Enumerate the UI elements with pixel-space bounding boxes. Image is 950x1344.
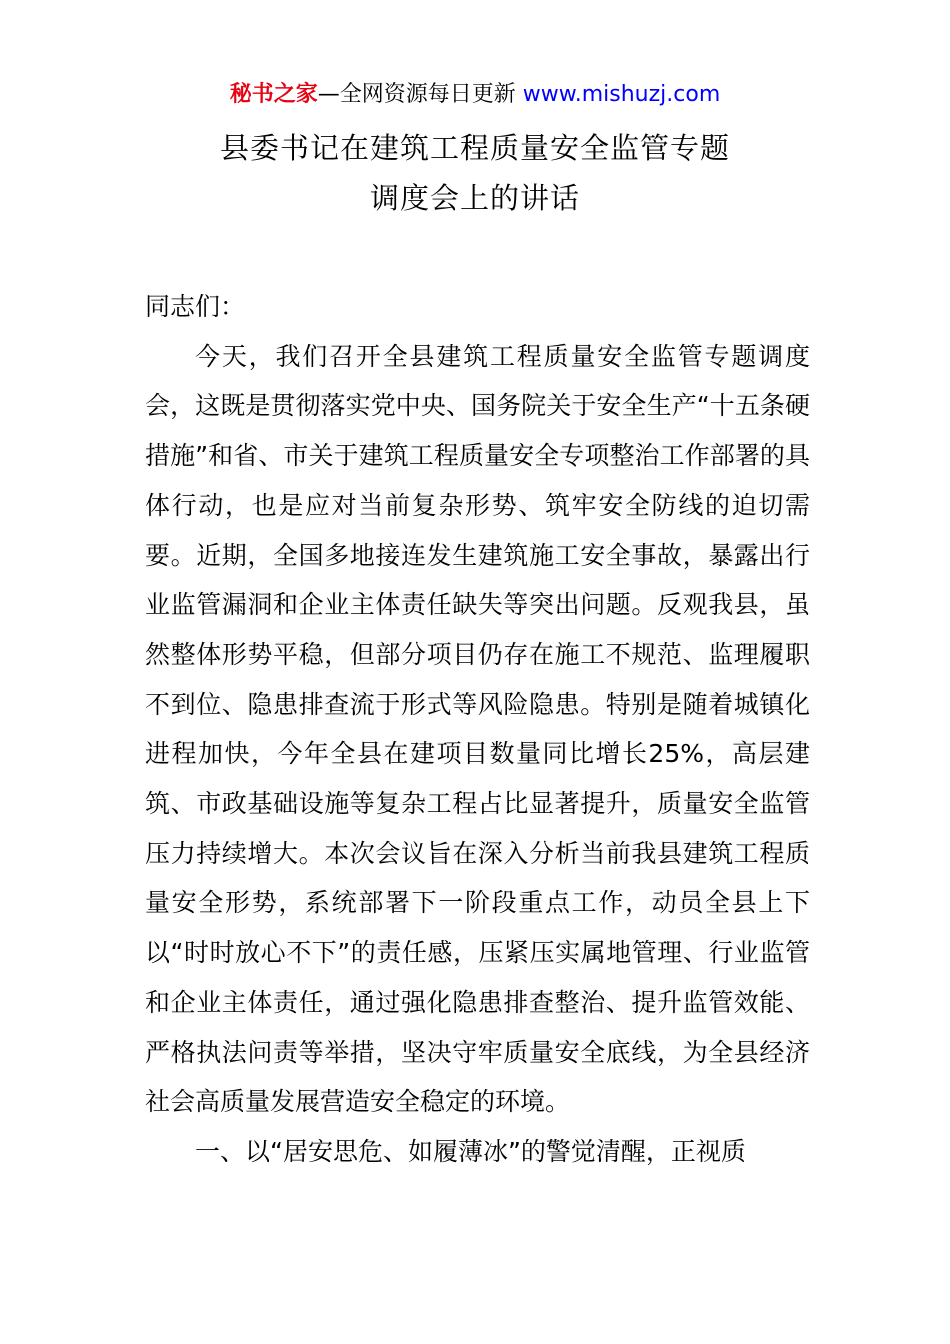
site-url-link[interactable]: www.mishuzj.com <box>522 82 721 107</box>
section-heading: 一、以“居安思危、如履薄冰”的警觉清醒，正视质 <box>195 1136 746 1166</box>
salutation: 同志们： <box>145 292 246 321</box>
site-header <box>0 80 950 110</box>
document-body <box>145 282 810 1177</box>
document-title-line-1: 县委书记在建筑工程质量安全监管专题 <box>219 131 730 165</box>
site-tagline: —全网资源每日更新 <box>317 82 523 107</box>
paragraph: 今天，我们召开全县建筑工程质量安全监管专题调度会，这既是贯彻落实党中央、国务院关于安全生产“十五条硬措施”和省、市关于建筑工程质量安全专项整治工作部署的具体行动，也是应对当前复杂形势、筑牢安全防线的迫切需要。近期，全国多地接连发生建筑施工安全事故，暴露出行业监管漏洞和企业主体责任缺失等突出问题。反观我县，虽然整体形势平稳，但部分项目仍存在施工不规范、监理履职不到位、隐患排查流于形式等风险隐患。特别是随着城镇化进程加快，今年全县在建项目数量同比增长25%，高层建筑、市政基础设施等复杂工程占比显著提升，质量安全监管压力持续增大。本次会议旨在深入分析当前我县建筑工程质量安全形势，系统部署下一阶段重点工作，动员全县上下以“时时放心不下”的责任感，压紧压实属地管理、行业监管和企业主体责任，通过强化隐患排查整治、提升监管效能、严格执法问责等举措，坚决守牢质量安全底线，为全县经济社会高质量发展营造安全稳定的环境。 <box>145 341 810 1117</box>
document-title-line-2: 调度会上的讲话 <box>369 181 580 215</box>
site-brand: 秘书之家 <box>229 82 318 107</box>
